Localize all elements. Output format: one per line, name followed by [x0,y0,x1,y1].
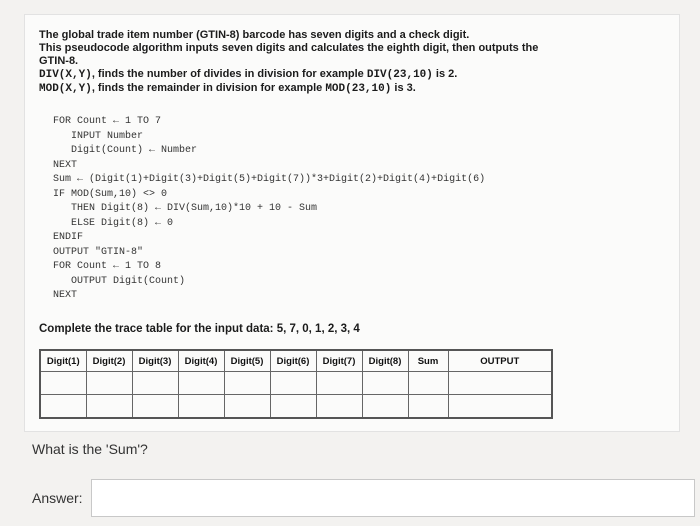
trace-cell [408,395,448,419]
answer-input[interactable] [91,479,695,517]
trace-cell [316,395,362,419]
pseudocode-block [53,115,485,304]
mod-example: MOD(23,10) [325,83,392,95]
question-image [24,14,680,432]
trace-cell [362,395,408,419]
trace-header-cell: Digit(1) [40,350,86,372]
code-line: Sum ← (Digit(1)+Digit(3)+Digit(5)+Digit(7))*3+Digit(2)+Digit(4)+Digit(6) [53,174,486,185]
answer-label: Answer: [32,490,83,506]
trace-header-cell: OUTPUT [448,350,552,372]
trace-cell [178,372,224,395]
div-example: DIV(23,10) [366,69,433,81]
mod-function: MOD(X,Y) [39,83,92,95]
trace-header-cell: Digit(8) [362,350,408,372]
code-line: NEXT [53,159,78,171]
trace-cell [270,395,316,419]
intro-line-3: GTIN-8. [39,55,79,67]
code-line: IF MOD(Sum,10) <> 0 [53,188,168,200]
trace-header-cell: Digit(5) [224,350,270,372]
mod-definition [39,82,659,96]
div-definition [39,68,659,82]
code-line: INPUT Number [53,130,144,142]
trace-cell [40,372,86,395]
trace-header-cell: Sum [408,350,448,372]
trace-cell [316,372,362,395]
question-text: What is the 'Sum'? [32,441,148,457]
div-description: , finds the number of divides in division for example [91,68,367,80]
trace-header-cell: Digit(4) [178,350,224,372]
intro-line-2: This pseudocode algorithm inputs seven digits and calculates the eighth digit, then outputs the [39,42,539,54]
code-line: ENDIF [53,232,84,243]
div-result: is 2. [432,68,458,80]
trace-header-row [40,350,552,372]
trace-cell [448,372,552,395]
trace-cell [178,395,224,419]
trace-header-cell: Digit(3) [132,350,178,372]
trace-cell [132,395,178,419]
intro-line-1: The global trade item number (GTIN-8) barcode has seven digits and a check digit. [39,29,470,41]
trace-cell [224,372,270,395]
code-line: FOR Count ← 1 TO 7 [53,116,162,127]
code-line: NEXT [53,290,78,301]
trace-cell [224,395,270,419]
trace-cell [270,372,316,395]
trace-cell [40,395,86,419]
trace-row [40,372,552,395]
code-line: Digit(Count) ← Number [53,145,198,156]
trace-table-prompt: Complete the trace table for the input data: 5, 7, 0, 1, 2, 3, 4 [39,323,360,335]
code-line: OUTPUT Digit(Count) [53,275,186,287]
trace-header-cell: Digit(6) [270,350,316,372]
intro-text [39,29,659,96]
trace-header-cell: Digit(7) [316,350,362,372]
trace-header-cell: Digit(2) [86,350,132,372]
trace-cell [362,372,408,395]
trace-table [39,349,553,419]
code-line: FOR Count ← 1 TO 8 [53,261,162,272]
trace-cell [86,372,132,395]
div-function: DIV(X,Y) [39,69,92,81]
code-line: OUTPUT "GTIN-8" [53,246,144,258]
code-line: ELSE Digit(8) ← 0 [53,217,174,229]
trace-cell [408,372,448,395]
mod-description: , finds the remainder in division for example [91,82,326,94]
trace-cell [448,395,552,419]
code-line: THEN Digit(8) ← DIV(Sum,10)*10 + 10 - Sum [53,203,318,214]
trace-cell [86,395,132,419]
mod-result: is 3. [391,82,416,94]
trace-cell [132,372,178,395]
trace-row [40,395,552,419]
